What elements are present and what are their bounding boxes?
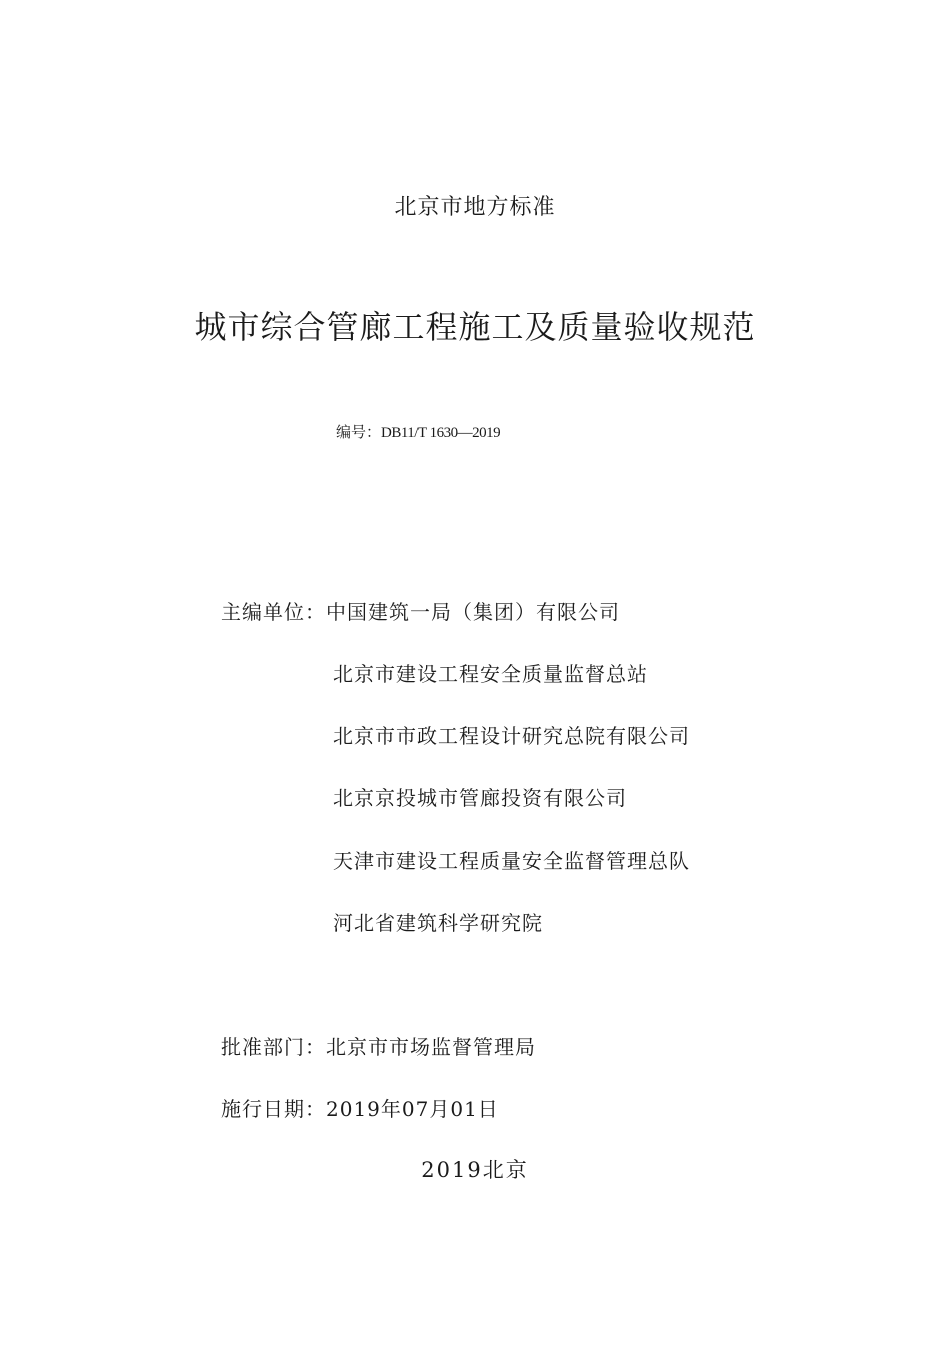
- chief-editor-label: 主编单位：: [221, 600, 326, 624]
- footer-year-place: 2019北京: [421, 1158, 529, 1182]
- chief-editor-org-4: 北京京投城市管廊投资有限公司: [333, 786, 627, 810]
- effective-date-label: 施行日期：: [221, 1097, 326, 1121]
- standard-number-value: DB11/T 1630—2019: [381, 425, 501, 441]
- approval-value: 北京市市场监督管理局: [326, 1035, 536, 1059]
- standard-number-label: 编号：: [336, 423, 382, 441]
- chief-editor-org-1: 中国建筑一局（集团）有限公司: [326, 600, 620, 624]
- chief-editor-org-2: 北京市建设工程安全质量监督总站: [333, 662, 648, 686]
- chief-editor-row: [221, 596, 620, 625]
- standard-category: 北京市地方标准: [394, 195, 556, 220]
- approval-label: 批准部门：: [221, 1035, 326, 1059]
- effective-date-value: 2019年07月01日: [326, 1097, 499, 1121]
- chief-editor-org-3: 北京市市政工程设计研究总院有限公司: [333, 724, 690, 748]
- approval-row: [221, 1031, 536, 1060]
- chief-editor-org-5: 天津市建设工程质量安全监督管理总队: [333, 849, 690, 873]
- standard-number: [336, 421, 500, 442]
- effective-date-row: [221, 1093, 499, 1122]
- chief-editor-org-6: 河北省建筑科学研究院: [333, 911, 543, 935]
- document-title: 城市综合管廊工程施工及质量验收规范: [194, 308, 756, 346]
